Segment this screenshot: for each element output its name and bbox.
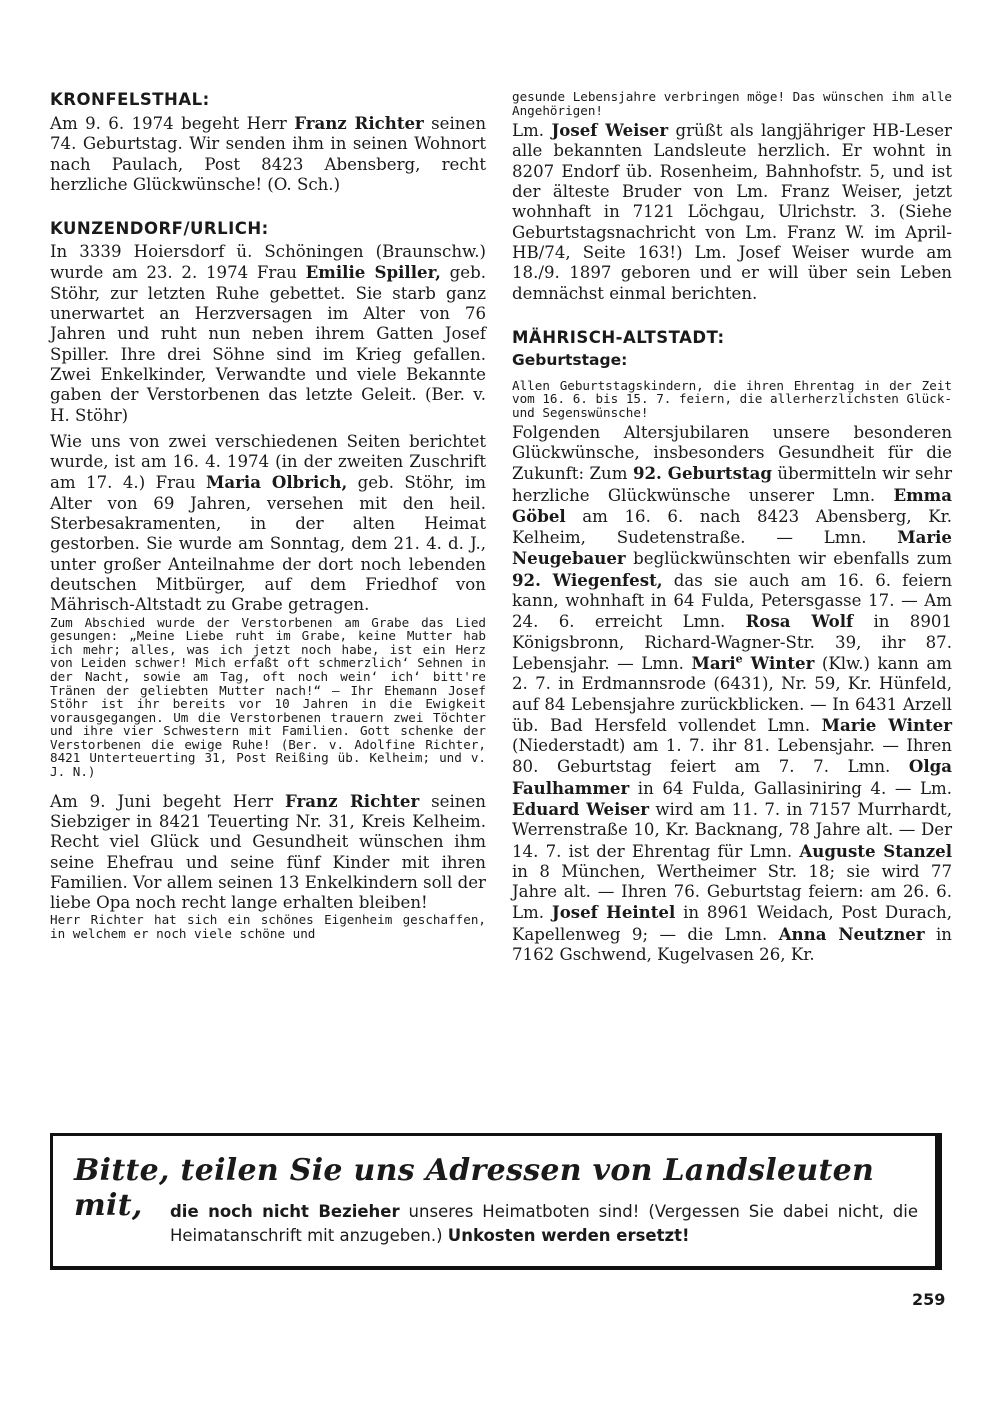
section-heading-altstadt: MÄHRISCH-ALTSTADT: xyxy=(512,327,725,347)
text: das sie auch am 16. 6. feiern kann, wohnhaft in 64 Fulda, Petersgasse 17. — Am 24. 6. erreicht Lmn. xyxy=(512,570,953,632)
divider xyxy=(50,1266,942,1270)
text: seinen 74. Geburtstag. Wir senden ihm in seinen Wohnort nach Paulach, Post 8423 Abensberg, recht herzliche Glückwünsche! (O. Sch.) xyxy=(50,114,487,194)
person-name: Marie Winter xyxy=(821,714,952,735)
paragraph-weiser xyxy=(512,120,952,304)
paragraph-richter xyxy=(50,791,486,914)
person-name: Marie Neugebauer xyxy=(512,527,952,569)
text: Am 9. Juni begeht Herr xyxy=(50,791,286,811)
left-column xyxy=(50,90,486,941)
text: am 16. 6. nach 8423 Abensberg, Kr. Kelheim, Sudetenstraße. — Lmn. xyxy=(512,506,952,548)
bold-text: die noch nicht Bezieher xyxy=(170,1202,400,1221)
text: geb. Stöhr, im Alter von 69 Jahren, versehen mit den heil. Sterbesakramenten, in der alten Heimat gestorben. Sie wurde am Sonntag, dem 21. 4. d. J., unter großer Anteilnahme der dort noch lebenden deutschen Mitbürger, auf dem Friedhof von Mährisch-Altstadt zu Grabe getragen. xyxy=(50,473,486,615)
person-name: Rosa Wolf xyxy=(745,611,854,632)
person-name: Josef Heintel xyxy=(551,902,676,923)
notice-box xyxy=(50,1133,942,1270)
page-number: 259 xyxy=(912,1290,946,1309)
text: seinen Siebziger in 8421 Teuerting Nr. 31, Kreis Kelheim. Recht viel Glück und Gesundheit wünschen ihm seine Ehefrau und seine fünf Kinder mit ihren Familien. Vor allem seinen 13 Enkelkindern soll der liebe Opa noch recht lange erhalten bleiben! xyxy=(50,791,486,913)
paragraph-spiller xyxy=(50,242,486,426)
paragraph-birthdays xyxy=(512,423,952,966)
text: geb. Stöhr, zur letzten Ruhe gebettet. Sie starb ganz unerwartet an Herzversagen im Alter von 76 Jahren und ruht nun neben ihrem Gatten Josef Spiller. Ihre drei Söhne sind im Krieg gefallen. Zwei Enkelkinder, Verwandte und viele Bekannte gaben der Verstorbenen das letzte Geleit. (Ber. v. H. Stöhr) xyxy=(50,263,486,425)
subheading-birthdays: Geburtstage: xyxy=(512,350,628,369)
text: Am 9. 6. 1974 begeht Herr xyxy=(50,114,295,133)
text: Winter xyxy=(742,652,815,673)
text: Mari xyxy=(691,652,736,673)
paragraph-kronfelsthal xyxy=(50,113,486,195)
text: Lm. xyxy=(512,121,552,141)
person-name: Anna Neutzner xyxy=(778,923,925,944)
small-print-richter: Herr Richter hat sich ein schönes Eigenheim geschaffen, in welchem er noch viele schöne und xyxy=(50,912,486,942)
person-name: Olga Faulhammer xyxy=(512,756,952,798)
person-name xyxy=(691,653,814,673)
text: grüßt als langjähriger HB-Leser alle bekannten Landsleute herzlich. Er wohnt in 8207 Endorf üb. Rosenheim, Bahnhofstr. 5, und ist der älteste Bruder von Lm. Franz Weiser, jetzt wohnhaft in 7121 Löchgau, Ulrichstr. 3. (Siehe Geburtstagsnachricht von Lm. Franz W. im April-HB/74, Seite 163!) Lm. Josef Weiser wurde am 18./9. 1897 geboren und er will über sein Leben demnächst einmal berichten. xyxy=(512,121,952,303)
divider xyxy=(50,1133,53,1270)
text: in 8901 Königsbronn, Richard-Wagner-Str. 39, ihr 87. Lebensjahr. — Lmn. xyxy=(512,612,952,673)
small-print-olbrich: Zum Abschied wurde der Verstorbenen am Grabe das Lied gesungen: „Meine Liebe ruht im Grabe, keine Mutter hab ich mehr; alles, was ich jetzt noch habe, ist ein Herz von Leiden schwer! Mich erfaßt oft schmerzlich‘ Sehnen in der Nacht, sowie am Tag, oft noch wein‘ ich‘ bitt're Tränen der geliebten Mutter nach!“ — Ihr Ehemann Josef Stöhr ist ihr bereits vor 10 Jahren in die Ewigkeit vorausgegangen. Um die Verstorbenen trauern zwei Töchter und ihre vier Schwestern mit Familien. Gott schenke der Verstorbenen die ewige Ruhe! (Ber. v. Adolfine Richter, 8421 Unterteuerting 31, Post Reißing üb. Kelheim; und v. J. N.) xyxy=(50,614,486,780)
paragraph-olbrich xyxy=(50,432,486,616)
person-name: Franz Richter xyxy=(285,790,420,811)
text: beglückwünschten wir ebenfalls zum xyxy=(625,549,952,569)
text: in 8961 Weidach, Post Durach, Kapellenweg 9; — die Lmn. xyxy=(512,903,952,944)
bold-text: 92. Wiegenfest, xyxy=(512,569,663,590)
text: (Niederstadt) am 1. 7. ihr 81. Lebensjahr. — Ihren 80. Geburtstag feiert am 7. 7. Lmn. xyxy=(512,736,952,777)
notice-title: Bitte, teilen Sie uns Adressen von Landsleuten mit, xyxy=(74,1153,875,1223)
divider xyxy=(50,1133,942,1136)
person-name: Franz Richter xyxy=(294,113,424,133)
superscript: e xyxy=(735,652,743,666)
text: (Klw.) kann am 2. 7. in Erdmannsrode (6431), Nr. 59, Kr. Hünfeld, auf 84 Lebensjahre zurückblicken. — In 6431 Arzell üb. Bad Hersfeld vollendet Lmn. xyxy=(512,653,952,735)
person-name: Maria Olbrich, xyxy=(206,472,348,493)
text: in 8 München, Wertheimer Str. 18; sie wird 77 Jahre alt. — Ihren 76. Geburtstag feiern: am 26. 6. Lm. xyxy=(512,861,952,923)
right-column xyxy=(512,90,952,965)
text: wird am 11. 7. in 7157 Murrhardt, Werrenstraße 10, Kr. Backnang, 78 Jahre alt. — Der 14. 7. ist der Ehrentag für Lmn. xyxy=(512,799,952,861)
notice-text xyxy=(170,1200,918,1248)
text: unseres Heimatboten sind! (Vergessen Sie dabei nicht, die Heimatanschrift mit anzugeben.) xyxy=(170,1202,919,1245)
text: In 3339 Hoiersdorf ü. Schöningen (Braunschw.) wurde am 23. 2. 1974 Frau xyxy=(50,242,486,283)
section-heading-kronfelsthal: KRONFELSTHAL: xyxy=(50,90,210,109)
text: Folgenden Altersjubilaren unsere besonderen Glückwünsche, insbesonders Gesundheit für die Zukunft: Zum xyxy=(512,422,952,484)
text: in 7162 Gschwend, Kugelvasen 26, Kr. xyxy=(512,924,952,965)
person-name: Auguste Stanzel xyxy=(799,840,952,861)
person-name: Eduard Weiser xyxy=(512,798,650,819)
person-name: Josef Weiser xyxy=(551,120,669,141)
text: übermitteln wir sehr herzliche Glückwünsche unserer Lmn. xyxy=(512,464,953,505)
text: Wie uns von zwei verschiedenen Seiten berichtet wurde, ist am 16. 4. 1974 (in der zweiten Zuschrift am 17. 4.) Frau xyxy=(50,431,486,493)
small-print-continuation: gesunde Lebensjahre verbringen möge! Das wünschen ihm alle Angehörigen! xyxy=(512,89,952,118)
person-name: Emma Göbel xyxy=(512,484,952,526)
small-print-greeting: Allen Geburtstagskindern, die ihren Ehrentag in der Zeit vom 16. 6. bis 15. 7. feiern, die allerherzlichsten Glück- und Segenswünsche! xyxy=(512,377,952,421)
section-heading-kunzendorf: KUNZENDORF/URLICH: xyxy=(50,219,269,239)
bold-text: Unkosten werden ersetzt! xyxy=(447,1226,690,1245)
person-name: Emilie Spiller, xyxy=(305,262,441,283)
bold-text: 92. Geburtstag xyxy=(632,463,772,484)
text: in 64 Fulda, Gallasiniring 4. — Lm. xyxy=(629,778,952,798)
